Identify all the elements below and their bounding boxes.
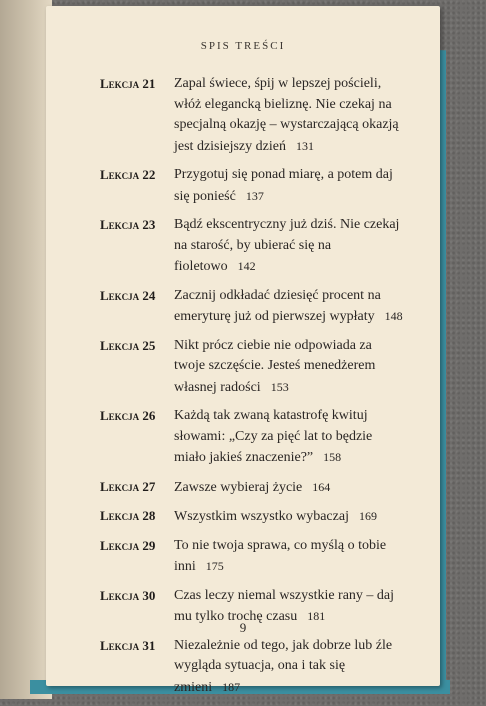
toc-entry [46, 215, 440, 278]
lesson-title [174, 636, 404, 699]
page-reference: 153 [270, 379, 289, 394]
lesson-title [174, 406, 404, 469]
lesson-title [174, 74, 404, 157]
lesson-label: Lekcja 22 [100, 167, 156, 182]
toc-entry [46, 165, 440, 207]
lesson-title-text: Bądź ekscentryczny już dziś. Nie czekaj na starość, by ubierać się na fioletowo [174, 217, 400, 274]
toc-entry [46, 286, 440, 328]
lesson-title [174, 336, 404, 399]
lesson-title [174, 165, 404, 207]
page-number: 9 [239, 620, 247, 635]
page-reference: 181 [307, 609, 326, 623]
lesson-title [174, 286, 404, 328]
page-header: SPIS TREŚCI [200, 40, 286, 52]
lesson-label: Lekcja 23 [100, 217, 156, 232]
lesson-title-text: Przygotuj się ponad miarę, a potem daj się ponieść [174, 167, 393, 204]
lesson-title [174, 215, 404, 278]
lesson-label: Lekcja 26 [100, 408, 156, 423]
toc-entry [46, 477, 440, 499]
lesson-title [174, 536, 404, 578]
lesson-title-text: Nikt prócz ciebie nie odpowiada za twoje szczęście. Jesteś menedżerem własnej radości [174, 337, 376, 395]
background-left-shadow [0, 0, 52, 699]
lesson-label: Lekcja 25 [100, 337, 156, 353]
lesson-label: Lekcja 24 [100, 287, 156, 303]
toc-entry [46, 74, 440, 157]
lesson-title-text: Zawsze wybieraj życie [174, 479, 303, 495]
lesson-label: Lekcja 31 [100, 637, 156, 653]
page-reference: 169 [358, 509, 377, 523]
lesson-label: Lekcja 29 [100, 537, 156, 553]
toc-entry [46, 636, 440, 699]
page-reference: 187 [222, 679, 241, 694]
toc-entry [46, 506, 440, 528]
lesson-label: Lekcja 27 [100, 478, 156, 494]
lesson-title-text: To nie twoja sprawa, co myślą o tobie inni [174, 537, 387, 574]
lesson-title-text: Niezależnie od tego, jak dobrze lub źle wygląda sytuacja, ona i tak się zmieni [174, 637, 393, 695]
lesson-label: Lekcja 30 [100, 587, 156, 603]
lesson-title-text: Każdą tak zwaną katastrofę kwituj słowami: „Czy za pięć lat to będzie miało jakieś znaczenie?” [174, 408, 373, 465]
page-reference: 131 [295, 138, 314, 153]
lesson-title [174, 477, 404, 499]
page-reference: 137 [245, 188, 264, 203]
page-reference: 175 [205, 559, 224, 573]
lesson-label: Lekcja 28 [100, 508, 156, 523]
book-page [46, 6, 440, 695]
lesson-title-text: Zacznij odkładać dziesięć procent na emeryturę już od pierwszej wypłaty [174, 287, 381, 324]
page-reference: 148 [384, 309, 403, 323]
toc-entry [46, 536, 440, 578]
toc-entry [46, 336, 440, 399]
lesson-label: Lekcja 21 [100, 76, 156, 91]
lesson-title-text: Czas leczy niemal wszystkie rany – daj mu tylko trochę czasu [174, 587, 395, 624]
toc-list [46, 74, 440, 706]
lesson-title-text: Wszystkim wszystko wybaczaj [174, 509, 349, 524]
page-reference: 158 [323, 450, 342, 464]
lesson-title-text: Zapal świece, śpij w lepszej pościeli, włóż elegancką bieliznę. Nie czekaj na specjalną okazję – wystarczającą okazją jest dzisiejszy dzień [174, 76, 399, 154]
toc-entry [46, 406, 440, 469]
page-reference: 164 [312, 479, 331, 494]
page-reference: 142 [237, 259, 256, 273]
lesson-title [174, 506, 404, 528]
